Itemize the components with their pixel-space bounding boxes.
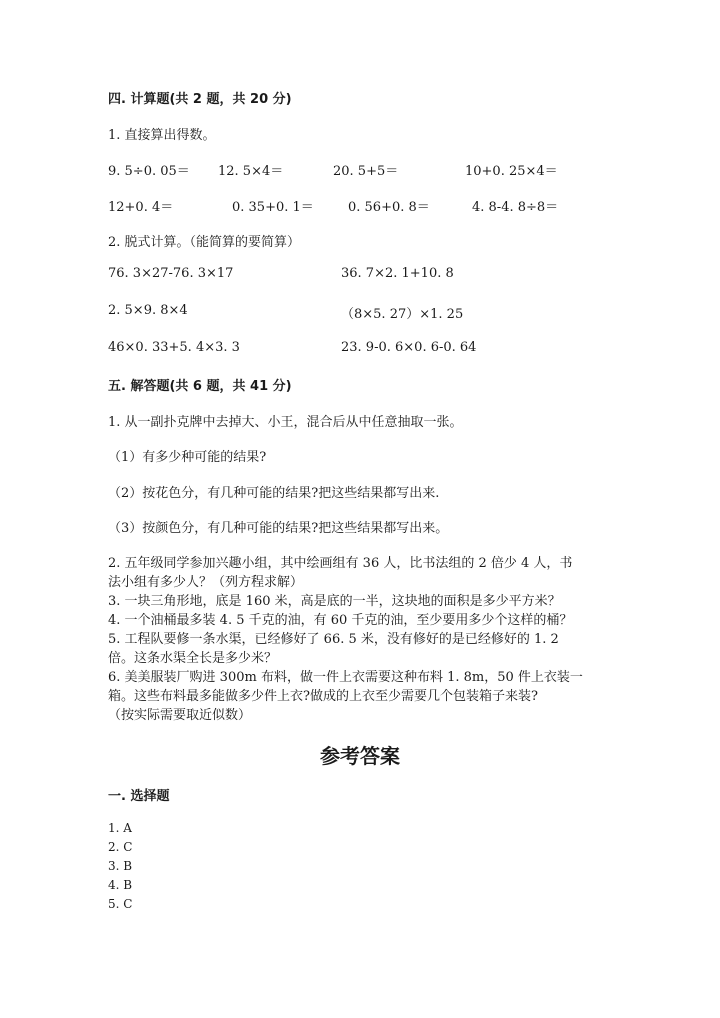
- step-calc-item: 36. 7×2. 1+10. 8: [341, 266, 454, 281]
- section4-q2-prompt: 2. 脱式计算。（能简算的要简算）: [108, 235, 301, 250]
- calc-item: 12+0. 4＝: [108, 200, 174, 215]
- section5-q1-part: （3）按颜色分，有几种可能的结果?把这些结果都写出来。: [108, 521, 449, 536]
- answer-item: 5. C: [108, 897, 133, 911]
- section5-q6-line: 6. 美美服装厂购进 300m 布料，做一件上衣需要这种布料 1. 8m，50 件上衣装一: [108, 670, 583, 685]
- section5-q6-line: （按实际需要取近似数）: [108, 708, 252, 723]
- section5-q4: 4. 一个油桶最多装 4. 5 千克的油，有 60 千克的油，至少要用多少个这样的桶？: [108, 613, 573, 628]
- step-calc-item: （8×5. 27）×1. 25: [341, 307, 464, 322]
- calc-item: 10+0. 25×4＝: [465, 164, 558, 179]
- section5-q6-line: 箱。这些布料最多能做多少件上衣?做成的上衣至少需要几个包装箱子来装?: [108, 689, 538, 704]
- answer-item: 4. B: [108, 878, 133, 892]
- step-calc-item: 76. 3×27-76. 3×17: [108, 266, 234, 281]
- section5-q2-line: 法小组有多少人？（列方程求解）: [108, 575, 304, 590]
- calc-item: 0. 56+0. 8＝: [348, 200, 430, 215]
- calc-item: 9. 5÷0. 05＝: [108, 164, 190, 179]
- section5-q3: 3. 一块三角形地，底是 160 米，高是底的一半，这块地的面积是多少平方米？: [108, 594, 561, 609]
- section5-q1-prompt: 1. 从一副扑克牌中去掉大、小王，混合后从中任意抽取一张。: [108, 415, 463, 430]
- answers-section1-title: 一. 选择题: [108, 789, 170, 804]
- section5-q1-part: （1）有多少种可能的结果?: [108, 450, 267, 465]
- answer-item: 3. B: [108, 859, 133, 873]
- section5-q1-part: （2）按花色分，有几种可能的结果?把这些结果都写出来.: [108, 486, 440, 501]
- answers-title: 参考答案: [320, 744, 400, 768]
- step-calc-item: 23. 9-0. 6×0. 6-0. 64: [341, 340, 477, 355]
- section4-title: 四. 计算题(共 2 题，共 20 分): [108, 92, 292, 107]
- section5-q5-line: 5. 工程队要修一条水渠，已经修好了 66. 5 米，没有修好的是已经修好的 1. 2: [108, 632, 559, 647]
- section5-q5-line: 倍。这条水渠全长是多少米？: [108, 651, 278, 666]
- step-calc-item: 46×0. 33+5. 4×3. 3: [108, 340, 240, 355]
- answer-item: 2. C: [108, 840, 133, 854]
- section4-q1-prompt: 1. 直接算出得数。: [108, 128, 216, 143]
- calc-item: 4. 8-4. 8÷8＝: [472, 200, 559, 215]
- answer-item: 1. A: [108, 821, 132, 835]
- calc-item: 0. 35+0. 1＝: [232, 200, 314, 215]
- calc-item: 20. 5+5＝: [333, 164, 399, 179]
- section5-q2-line: 2. 五年级同学参加兴趣小组，其中绘画组有 36 人，比书法组的 2 倍少 4 人，书: [108, 556, 573, 571]
- step-calc-item: 2. 5×9. 8×4: [108, 303, 188, 318]
- section5-title: 五. 解答题(共 6 题，共 41 分): [108, 379, 292, 394]
- calc-item: 12. 5×4＝: [218, 164, 284, 179]
